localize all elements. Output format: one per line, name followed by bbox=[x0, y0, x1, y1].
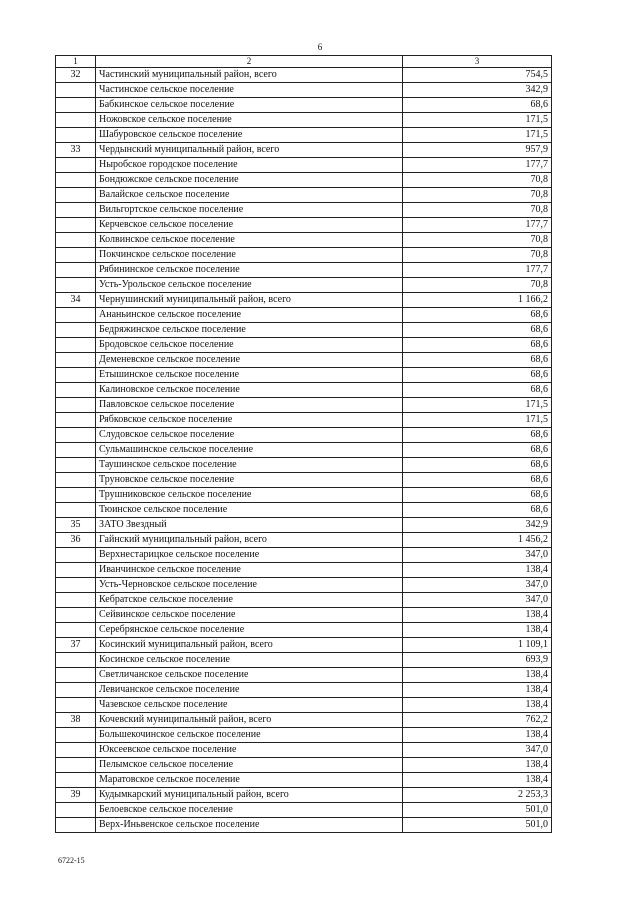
table-row bbox=[56, 203, 552, 218]
row-name: Бондюжское сельское поселение bbox=[96, 173, 403, 188]
row-value: 138,4 bbox=[403, 668, 552, 683]
row-number bbox=[56, 338, 96, 353]
row-number bbox=[56, 113, 96, 128]
row-name: Бабкинское сельское поселение bbox=[96, 98, 403, 113]
row-number bbox=[56, 653, 96, 668]
row-name: Серебрянское сельское поселение bbox=[96, 623, 403, 638]
table-row bbox=[56, 113, 552, 128]
table-row bbox=[56, 743, 552, 758]
row-number bbox=[56, 443, 96, 458]
row-name: Етышинское сельское поселение bbox=[96, 368, 403, 383]
row-name: Косинский муниципальный район, всего bbox=[96, 638, 403, 653]
row-value: 2 253,3 bbox=[403, 788, 552, 803]
row-number bbox=[56, 398, 96, 413]
row-value: 342,9 bbox=[403, 83, 552, 98]
row-value: 68,6 bbox=[403, 458, 552, 473]
row-number: 38 bbox=[56, 713, 96, 728]
row-number bbox=[56, 578, 96, 593]
row-name: Юксеевское сельское поселение bbox=[96, 743, 403, 758]
row-name: Усть-Урольское сельское поселение bbox=[96, 278, 403, 293]
row-value: 347,0 bbox=[403, 578, 552, 593]
row-value: 70,8 bbox=[403, 233, 552, 248]
table-row bbox=[56, 458, 552, 473]
row-value: 171,5 bbox=[403, 113, 552, 128]
row-name: Маратовское сельское поселение bbox=[96, 773, 403, 788]
row-number bbox=[56, 773, 96, 788]
row-value: 138,4 bbox=[403, 728, 552, 743]
table-row bbox=[56, 158, 552, 173]
row-number bbox=[56, 263, 96, 278]
row-value: 138,4 bbox=[403, 773, 552, 788]
row-value: 138,4 bbox=[403, 608, 552, 623]
row-number bbox=[56, 608, 96, 623]
row-name: Рябининское сельское поселение bbox=[96, 263, 403, 278]
table-row bbox=[56, 383, 552, 398]
row-value: 138,4 bbox=[403, 758, 552, 773]
row-value: 68,6 bbox=[403, 383, 552, 398]
allocation-table bbox=[55, 55, 552, 833]
row-name: Гайнский муниципальный район, всего bbox=[96, 533, 403, 548]
row-value: 70,8 bbox=[403, 173, 552, 188]
table-row bbox=[56, 188, 552, 203]
row-name: Таушинское сельское поселение bbox=[96, 458, 403, 473]
row-name: Ныробское городское поселение bbox=[96, 158, 403, 173]
row-value: 501,0 bbox=[403, 818, 552, 833]
page-number: 6 bbox=[317, 42, 323, 52]
table-row bbox=[56, 488, 552, 503]
row-name: Сульмашинское сельское поселение bbox=[96, 443, 403, 458]
table-row bbox=[56, 83, 552, 98]
row-value: 68,6 bbox=[403, 323, 552, 338]
table-row bbox=[56, 278, 552, 293]
row-value: 171,5 bbox=[403, 398, 552, 413]
row-value: 1 109,1 bbox=[403, 638, 552, 653]
row-number bbox=[56, 428, 96, 443]
row-number bbox=[56, 188, 96, 203]
row-name: Кочевский муниципальный район, всего bbox=[96, 713, 403, 728]
table-row bbox=[56, 503, 552, 518]
row-number: 37 bbox=[56, 638, 96, 653]
table-row bbox=[56, 128, 552, 143]
table-row bbox=[56, 698, 552, 713]
table-row bbox=[56, 323, 552, 338]
table-row bbox=[56, 638, 552, 653]
row-number bbox=[56, 203, 96, 218]
row-number bbox=[56, 803, 96, 818]
row-name: Бедряжинское сельское поселение bbox=[96, 323, 403, 338]
table-row bbox=[56, 428, 552, 443]
table-row bbox=[56, 98, 552, 113]
row-number bbox=[56, 173, 96, 188]
row-number bbox=[56, 563, 96, 578]
row-value: 177,7 bbox=[403, 218, 552, 233]
table-row bbox=[56, 248, 552, 263]
row-value: 138,4 bbox=[403, 698, 552, 713]
row-value: 68,6 bbox=[403, 98, 552, 113]
table-row bbox=[56, 413, 552, 428]
row-value: 138,4 bbox=[403, 683, 552, 698]
row-name: Верхнестарицкое сельское поселение bbox=[96, 548, 403, 563]
row-value: 1 166,2 bbox=[403, 293, 552, 308]
table-row bbox=[56, 398, 552, 413]
row-number bbox=[56, 698, 96, 713]
row-number bbox=[56, 683, 96, 698]
table-row bbox=[56, 293, 552, 308]
table-row bbox=[56, 653, 552, 668]
table-row bbox=[56, 443, 552, 458]
row-number bbox=[56, 323, 96, 338]
row-name: Керчевское сельское поселение bbox=[96, 218, 403, 233]
row-value: 347,0 bbox=[403, 743, 552, 758]
table-row bbox=[56, 533, 552, 548]
row-value: 138,4 bbox=[403, 563, 552, 578]
row-number bbox=[56, 548, 96, 563]
row-number bbox=[56, 743, 96, 758]
row-value: 177,7 bbox=[403, 263, 552, 278]
row-number bbox=[56, 233, 96, 248]
row-name: Иванчинское сельское поселение bbox=[96, 563, 403, 578]
row-name: Чазевское сельское поселение bbox=[96, 698, 403, 713]
row-value: 68,6 bbox=[403, 443, 552, 458]
table-row bbox=[56, 713, 552, 728]
table-row bbox=[56, 233, 552, 248]
row-name: Пелымское сельское поселение bbox=[96, 758, 403, 773]
table-row bbox=[56, 608, 552, 623]
row-number: 32 bbox=[56, 68, 96, 83]
row-value: 68,6 bbox=[403, 368, 552, 383]
row-value: 171,5 bbox=[403, 128, 552, 143]
row-number bbox=[56, 383, 96, 398]
table-row bbox=[56, 353, 552, 368]
row-value: 70,8 bbox=[403, 248, 552, 263]
row-name: Ананьинское сельское поселение bbox=[96, 308, 403, 323]
row-value: 1 456,2 bbox=[403, 533, 552, 548]
table-row bbox=[56, 173, 552, 188]
row-number bbox=[56, 83, 96, 98]
row-number bbox=[56, 503, 96, 518]
row-number: 36 bbox=[56, 533, 96, 548]
row-number: 33 bbox=[56, 143, 96, 158]
row-value: 68,6 bbox=[403, 428, 552, 443]
row-name: Усть-Черновское сельское поселение bbox=[96, 578, 403, 593]
row-number bbox=[56, 413, 96, 428]
row-value: 693,9 bbox=[403, 653, 552, 668]
row-number bbox=[56, 818, 96, 833]
row-number bbox=[56, 668, 96, 683]
row-number bbox=[56, 593, 96, 608]
table-row bbox=[56, 548, 552, 563]
row-number bbox=[56, 98, 96, 113]
row-name: Павловское сельское поселение bbox=[96, 398, 403, 413]
row-value: 138,4 bbox=[403, 623, 552, 638]
table-row bbox=[56, 683, 552, 698]
row-number bbox=[56, 248, 96, 263]
row-name: Чердынский муниципальный район, всего bbox=[96, 143, 403, 158]
row-name: Кудымкарский муниципальный район, всего bbox=[96, 788, 403, 803]
row-name: Большекочинское сельское поселение bbox=[96, 728, 403, 743]
row-number bbox=[56, 218, 96, 233]
document-code: 6722-15 bbox=[58, 856, 85, 865]
row-name: Верх-Иньвенское сельское поселение bbox=[96, 818, 403, 833]
table-row bbox=[56, 368, 552, 383]
row-number bbox=[56, 458, 96, 473]
table-row bbox=[56, 623, 552, 638]
row-value: 68,6 bbox=[403, 488, 552, 503]
row-value: 347,0 bbox=[403, 548, 552, 563]
row-name: Деменевское сельское поселение bbox=[96, 353, 403, 368]
row-value: 347,0 bbox=[403, 593, 552, 608]
header-col-3: 3 bbox=[403, 56, 552, 68]
row-name: Калиновское сельское поселение bbox=[96, 383, 403, 398]
row-value: 762,2 bbox=[403, 713, 552, 728]
row-name: Вильгортское сельское поселение bbox=[96, 203, 403, 218]
row-name: Ножовское сельское поселение bbox=[96, 113, 403, 128]
row-name: Косинское сельское поселение bbox=[96, 653, 403, 668]
row-number: 39 bbox=[56, 788, 96, 803]
row-value: 177,7 bbox=[403, 158, 552, 173]
row-number bbox=[56, 473, 96, 488]
table-row bbox=[56, 758, 552, 773]
table-row bbox=[56, 338, 552, 353]
table-row bbox=[56, 803, 552, 818]
row-number bbox=[56, 158, 96, 173]
row-value: 70,8 bbox=[403, 188, 552, 203]
row-value: 68,6 bbox=[403, 338, 552, 353]
row-name: Кебратское сельское поселение bbox=[96, 593, 403, 608]
table-row bbox=[56, 668, 552, 683]
row-name: Тюинское сельское поселение bbox=[96, 503, 403, 518]
row-name: Сейвинское сельское поселение bbox=[96, 608, 403, 623]
table-row bbox=[56, 143, 552, 158]
row-number bbox=[56, 368, 96, 383]
row-value: 68,6 bbox=[403, 503, 552, 518]
table-row bbox=[56, 818, 552, 833]
row-value: 342,9 bbox=[403, 518, 552, 533]
row-value: 754,5 bbox=[403, 68, 552, 83]
row-number: 34 bbox=[56, 293, 96, 308]
row-value: 957,9 bbox=[403, 143, 552, 158]
table-header-row bbox=[56, 56, 552, 68]
row-name: Частинский муниципальный район, всего bbox=[96, 68, 403, 83]
table-row bbox=[56, 563, 552, 578]
row-name: Шабуровское сельское поселение bbox=[96, 128, 403, 143]
row-name: Трушниковское сельское поселение bbox=[96, 488, 403, 503]
row-name: Колвинское сельское поселение bbox=[96, 233, 403, 248]
row-number bbox=[56, 128, 96, 143]
header-col-2: 2 bbox=[96, 56, 403, 68]
table-row bbox=[56, 578, 552, 593]
row-name: Бродовское сельское поселение bbox=[96, 338, 403, 353]
row-value: 68,6 bbox=[403, 473, 552, 488]
row-name: Белоевское сельское поселение bbox=[96, 803, 403, 818]
row-number bbox=[56, 623, 96, 638]
table-row bbox=[56, 593, 552, 608]
table-row bbox=[56, 728, 552, 743]
table-row bbox=[56, 788, 552, 803]
row-name: Чернушинский муниципальный район, всего bbox=[96, 293, 403, 308]
row-number bbox=[56, 353, 96, 368]
row-value: 70,8 bbox=[403, 278, 552, 293]
row-number bbox=[56, 488, 96, 503]
table-row bbox=[56, 308, 552, 323]
row-name: Левичанское сельское поселение bbox=[96, 683, 403, 698]
table-row bbox=[56, 473, 552, 488]
row-number bbox=[56, 758, 96, 773]
header-col-1: 1 bbox=[56, 56, 96, 68]
row-name: Покчинское сельское поселение bbox=[96, 248, 403, 263]
table-row bbox=[56, 263, 552, 278]
row-number bbox=[56, 278, 96, 293]
row-value: 70,8 bbox=[403, 203, 552, 218]
table-row bbox=[56, 68, 552, 83]
row-number bbox=[56, 728, 96, 743]
row-name: Рябковское сельское поселение bbox=[96, 413, 403, 428]
row-value: 171,5 bbox=[403, 413, 552, 428]
row-name: Труновское сельское поселение bbox=[96, 473, 403, 488]
row-name: ЗАТО Звездный bbox=[96, 518, 403, 533]
row-number bbox=[56, 308, 96, 323]
table-row bbox=[56, 518, 552, 533]
row-name: Слудовское сельское поселение bbox=[96, 428, 403, 443]
row-value: 68,6 bbox=[403, 353, 552, 368]
table-row bbox=[56, 218, 552, 233]
row-name: Валайское сельское поселение bbox=[96, 188, 403, 203]
row-value: 68,6 bbox=[403, 308, 552, 323]
row-name: Частинское сельское поселение bbox=[96, 83, 403, 98]
row-value: 501,0 bbox=[403, 803, 552, 818]
row-name: Светличанское сельское поселение bbox=[96, 668, 403, 683]
table-row bbox=[56, 773, 552, 788]
row-number: 35 bbox=[56, 518, 96, 533]
